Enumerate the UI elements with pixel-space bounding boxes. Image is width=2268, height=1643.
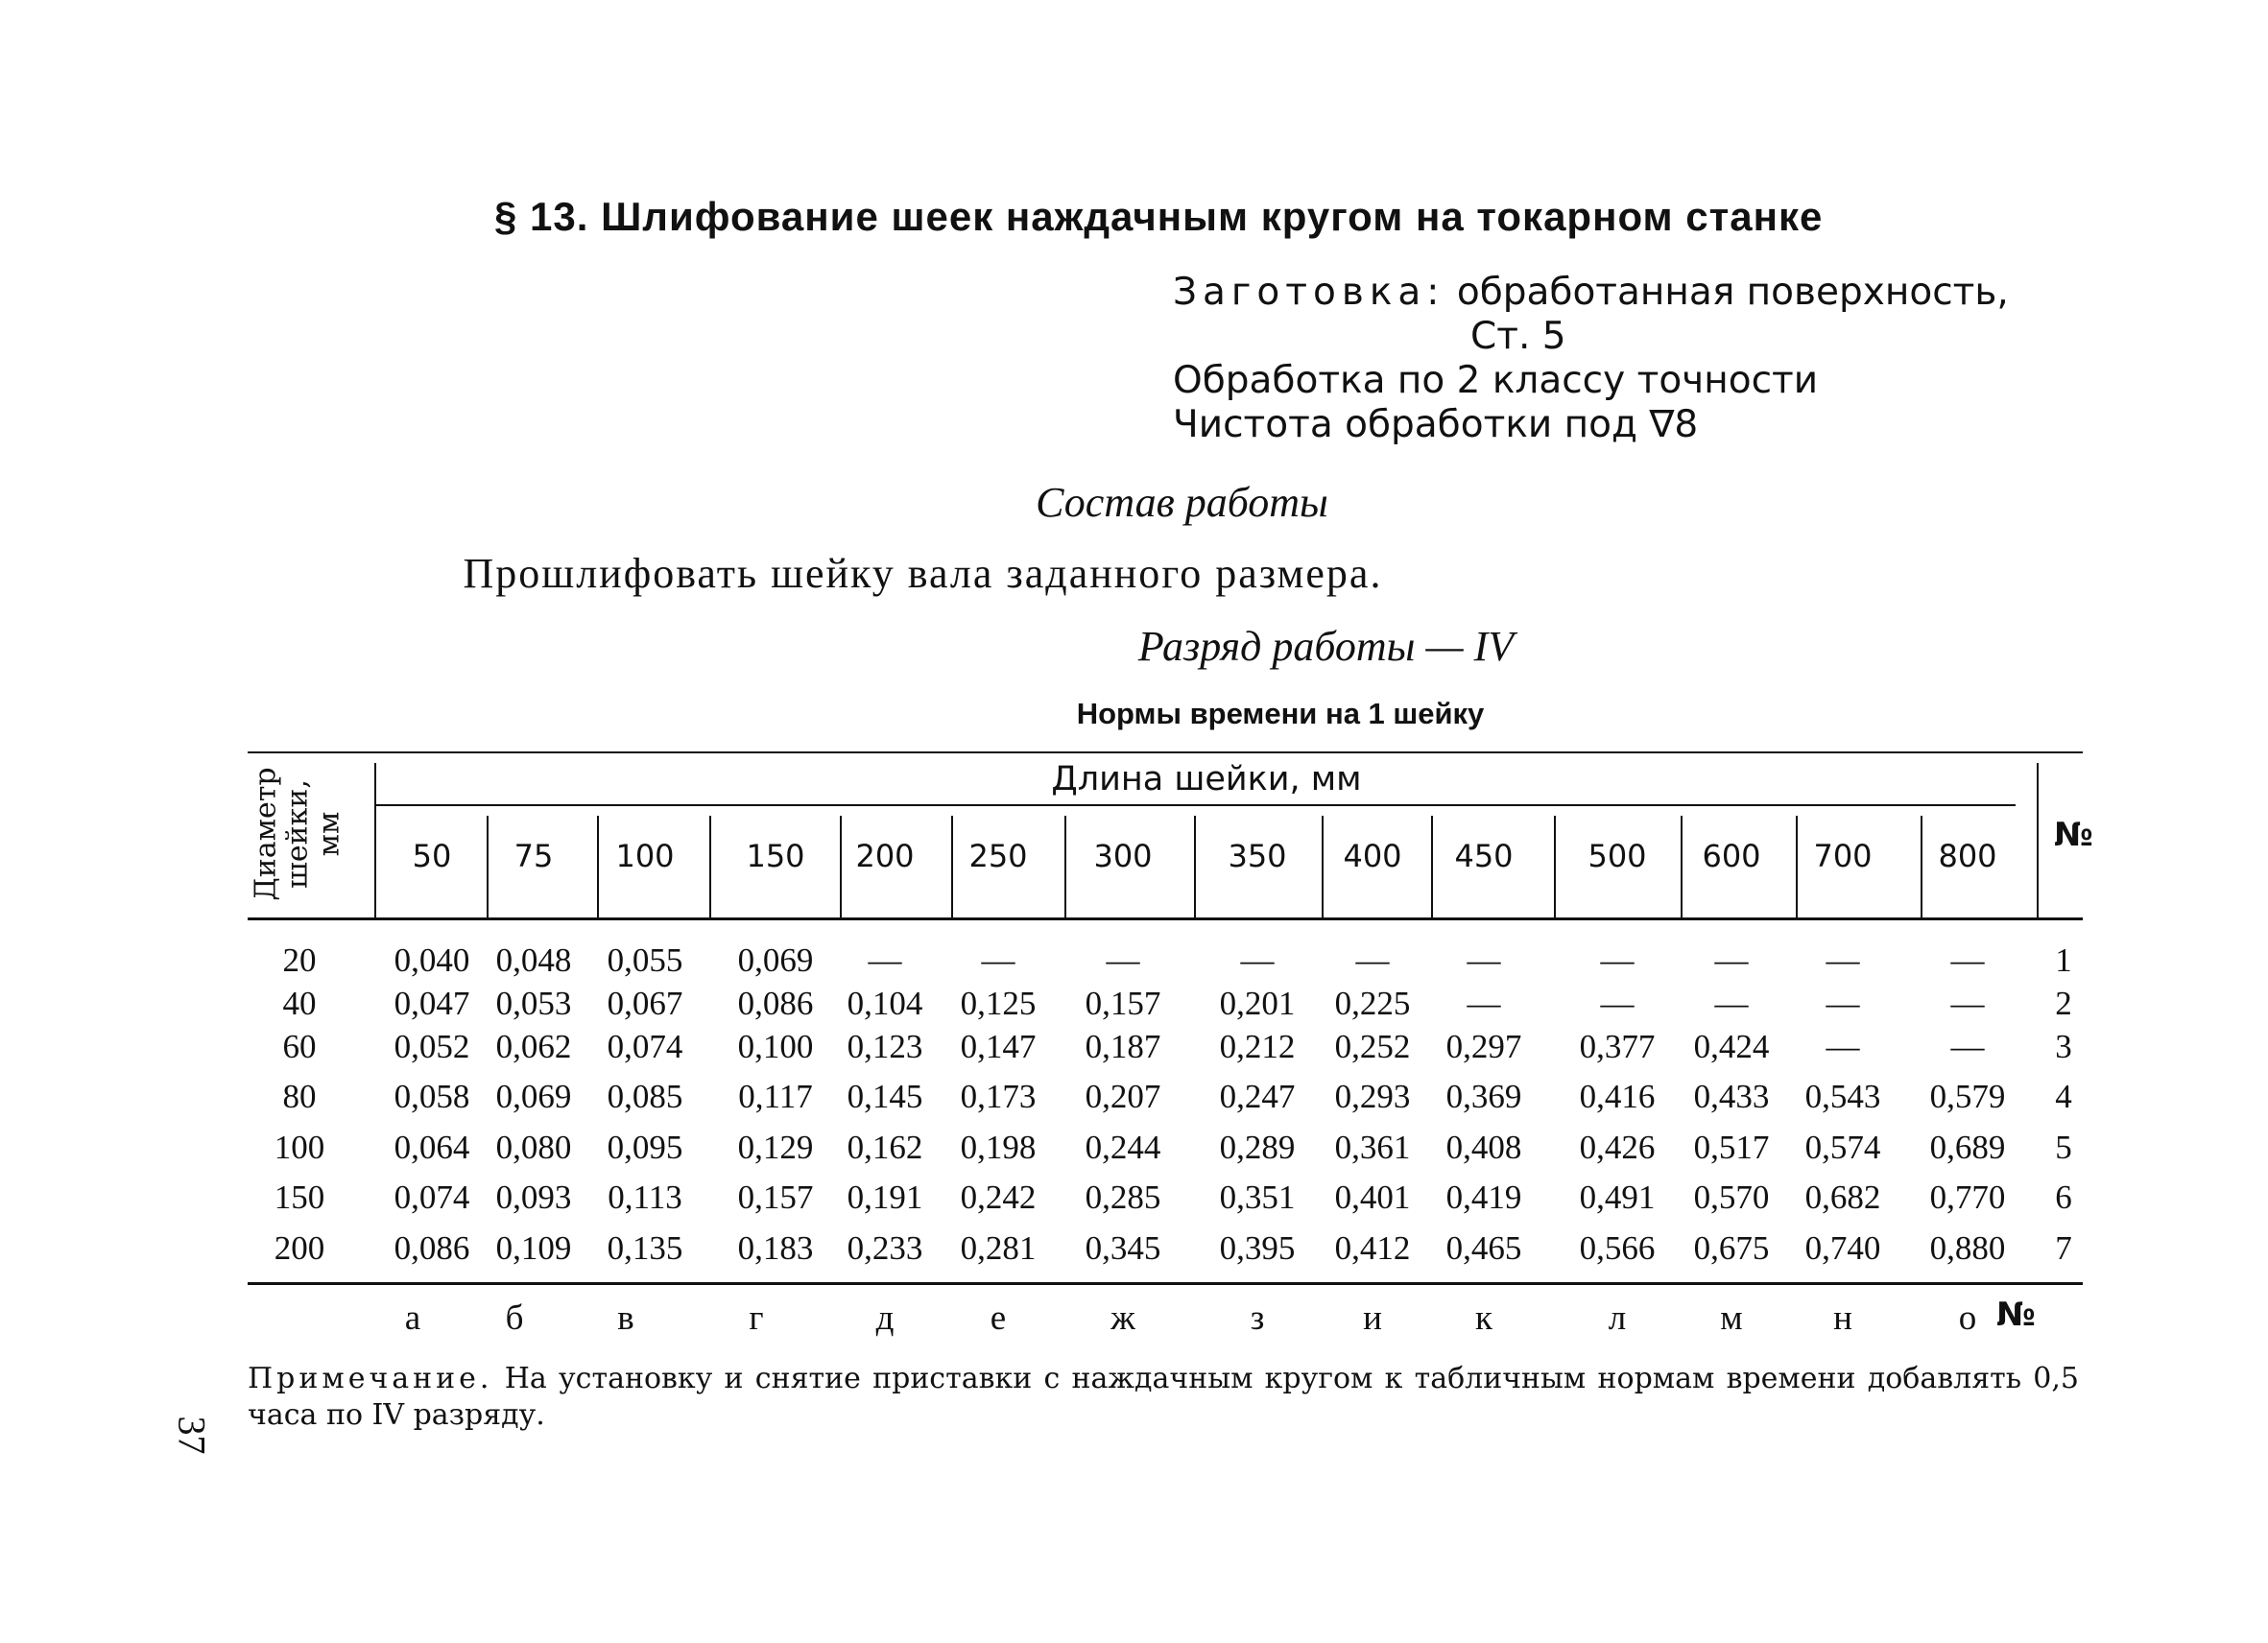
composition-text: Прошлифовать шейку вала заданного размера.	[463, 550, 1383, 597]
time-norm-cell: 0,225	[1334, 985, 1411, 1022]
time-norm-cell: 0,147	[960, 1028, 1037, 1065]
time-norm-cell: 0,345	[1085, 1229, 1161, 1267]
time-norm-cell: 0,058	[394, 1078, 470, 1115]
surface-finish: Чистота обработки под ∇8	[1173, 403, 1699, 446]
time-norm-cell: —	[1240, 941, 1275, 979]
time-norm-cell: 0,198	[960, 1129, 1037, 1166]
time-norm-cell: 0,157	[1085, 985, 1161, 1022]
number-column-rule	[2037, 763, 2039, 918]
time-norm-cell: 0,566	[1579, 1229, 1656, 1267]
length-column-header: 600	[1702, 838, 1761, 874]
time-norm-cell: 0,412	[1334, 1229, 1411, 1267]
time-norm-cell: —	[1826, 1028, 1860, 1065]
length-column-header: 200	[855, 838, 915, 874]
time-norm-cell: 0,570	[1693, 1179, 1770, 1216]
column-letter: и	[1363, 1298, 1382, 1338]
row-diameter: 150	[274, 1179, 325, 1216]
column-letter: о	[1958, 1298, 1977, 1338]
time-norm-cell: 0,173	[960, 1078, 1037, 1115]
time-norm-cell: 0,369	[1445, 1078, 1522, 1115]
column-letter: н	[1833, 1298, 1852, 1338]
time-norm-cell: 0,416	[1579, 1078, 1656, 1115]
column-divider	[1194, 816, 1196, 917]
time-norm-cell: 0,465	[1445, 1229, 1522, 1267]
row-number: 5	[2055, 1129, 2072, 1166]
length-column-header: 800	[1938, 838, 1997, 874]
time-norm-cell: 0,055	[607, 941, 683, 979]
length-column-header: 500	[1588, 838, 1647, 874]
length-column-header: 75	[513, 838, 554, 874]
column-letter: б	[505, 1298, 524, 1338]
time-norm-cell: 0,880	[1929, 1229, 2006, 1267]
time-norm-cell: 0,543	[1804, 1078, 1881, 1115]
time-norm-cell: 0,293	[1334, 1078, 1411, 1115]
row-number: 6	[2055, 1179, 2072, 1216]
column-letter: з	[1250, 1298, 1265, 1338]
page-number: 37	[170, 1416, 214, 1455]
time-norm-cell: 0,289	[1219, 1129, 1296, 1166]
time-norm-cell: 0,675	[1693, 1229, 1770, 1267]
time-norm-cell: 0,281	[960, 1229, 1037, 1267]
number-column-header: №	[2054, 816, 2093, 854]
row-diameter: 200	[274, 1229, 325, 1267]
row-diameter: 80	[282, 1078, 317, 1115]
time-norm-cell: 0,377	[1579, 1028, 1656, 1065]
time-norm-cell: 0,048	[495, 941, 572, 979]
column-letter: а	[404, 1298, 421, 1338]
time-norm-cell: 0,201	[1219, 985, 1296, 1022]
time-norm-cell: 0,067	[607, 985, 683, 1022]
time-norm-cell: 0,285	[1085, 1179, 1161, 1216]
length-column-header: 400	[1343, 838, 1402, 874]
material-grade: Ст. 5	[1470, 315, 1566, 358]
length-header-rule	[376, 804, 2016, 806]
work-grade: Разряд работы — IV	[1137, 623, 1515, 670]
time-norm-cell: 0,053	[495, 985, 572, 1022]
time-norm-cell: 0,191	[847, 1179, 923, 1216]
table-bottom-rule	[248, 1282, 2083, 1285]
column-divider	[709, 816, 711, 917]
time-norm-cell: 0,104	[847, 985, 923, 1022]
time-norm-cell: 0,064	[394, 1129, 470, 1166]
time-norm-cell: —	[1950, 941, 1985, 979]
time-norm-cell: —	[868, 941, 902, 979]
row-number: 7	[2055, 1229, 2072, 1267]
column-divider	[951, 816, 953, 917]
column-divider	[1431, 816, 1433, 917]
column-divider	[1796, 816, 1798, 917]
row-number: 1	[2055, 941, 2072, 979]
time-norm-cell: 0,351	[1219, 1179, 1296, 1216]
time-norm-cell: 0,244	[1085, 1129, 1161, 1166]
time-norm-cell: —	[981, 941, 1015, 979]
time-norm-cell: 0,052	[394, 1028, 470, 1065]
time-norm-cell: 0,086	[394, 1229, 470, 1267]
column-divider	[487, 816, 489, 917]
note-text: На установку и снятие приставки с наждачным кругом к табличным нормам времени добавлять 0,5 часа по IV разряду.	[248, 1362, 2080, 1432]
time-norm-cell: 0,086	[737, 985, 814, 1022]
note-label: Примечание.	[248, 1362, 493, 1395]
time-norm-cell: —	[1714, 985, 1749, 1022]
row-number: 3	[2055, 1028, 2072, 1065]
time-norm-cell: 0,157	[737, 1179, 814, 1216]
diameter-header-line: шейки,	[280, 779, 315, 889]
time-norm-cell: 0,682	[1804, 1179, 1881, 1216]
table-caption: Нормы времени на 1 шейку	[1076, 697, 1485, 730]
time-norm-cell: 0,574	[1804, 1129, 1881, 1166]
time-norm-cell: 0,187	[1085, 1028, 1161, 1065]
time-norm-cell: 0,123	[847, 1028, 923, 1065]
time-norm-cell: 0,074	[607, 1028, 683, 1065]
diameter-header	[221, 762, 374, 906]
time-norm-cell: 0,113	[608, 1179, 682, 1216]
blank-value: обработанная поверхность,	[1456, 271, 2009, 314]
row-diameter: 100	[274, 1129, 325, 1166]
time-norm-cell: 0,517	[1693, 1129, 1770, 1166]
time-norm-cell: 0,424	[1693, 1028, 1770, 1065]
time-norm-cell: —	[1106, 941, 1140, 979]
composition-heading: Состав работы	[1036, 479, 1328, 526]
length-column-header: 150	[746, 838, 805, 874]
time-norm-cell: 0,433	[1693, 1078, 1770, 1115]
column-letter: в	[617, 1298, 634, 1338]
diameter-header-line: мм	[312, 811, 346, 857]
row-diameter: 20	[282, 941, 317, 979]
time-norm-cell: 0,040	[394, 941, 470, 979]
time-norm-cell: —	[1355, 941, 1390, 979]
accuracy-class: Обработка по 2 классу точности	[1173, 359, 1819, 402]
length-column-header: 50	[412, 838, 452, 874]
length-column-header: 450	[1454, 838, 1514, 874]
time-norm-cell: 0,361	[1334, 1129, 1411, 1166]
time-norm-cell: 0,401	[1334, 1179, 1411, 1216]
time-norm-cell: 0,419	[1445, 1179, 1522, 1216]
time-norm-cell: 0,408	[1445, 1129, 1522, 1166]
column-divider	[1322, 816, 1324, 917]
time-norm-cell: 0,125	[960, 985, 1037, 1022]
time-norm-cell: 0,069	[495, 1078, 572, 1115]
time-norm-cell: 0,740	[1804, 1229, 1881, 1267]
time-norm-cell: 0,095	[607, 1129, 683, 1166]
time-norm-cell: 0,117	[738, 1078, 813, 1115]
column-letter: д	[875, 1298, 895, 1338]
column-divider	[1554, 816, 1556, 917]
column-letter: г	[749, 1298, 764, 1338]
column-divider	[597, 816, 599, 917]
column-letter: л	[1608, 1298, 1627, 1338]
column-divider	[1921, 816, 1922, 917]
table-note	[248, 1361, 2079, 1434]
time-norm-cell: 0,579	[1929, 1078, 2006, 1115]
time-norm-cell: 0,297	[1445, 1028, 1522, 1065]
length-column-header: 300	[1093, 838, 1153, 874]
diameter-header-line: Диаметр	[249, 767, 283, 901]
blank-label: Заготовка:	[1173, 271, 1445, 314]
row-number: 4	[2055, 1078, 2072, 1115]
time-norm-cell: 0,129	[737, 1129, 814, 1166]
time-norm-cell: 0,426	[1579, 1129, 1656, 1166]
time-norm-cell: 0,242	[960, 1179, 1037, 1216]
time-norm-cell: 0,233	[847, 1229, 923, 1267]
time-norm-cell: 0,062	[495, 1028, 572, 1065]
row-diameter: 40	[282, 985, 317, 1022]
row-number: 2	[2055, 985, 2072, 1022]
time-norm-cell: 0,252	[1334, 1028, 1411, 1065]
time-norm-cell: 0,080	[495, 1129, 572, 1166]
time-norm-cell: 0,069	[737, 941, 814, 979]
length-header: Длина шейки, мм	[1051, 760, 1362, 798]
blank-spec	[1173, 271, 2009, 447]
time-norm-cell: —	[1826, 941, 1860, 979]
time-norm-cell: 0,135	[607, 1229, 683, 1267]
row-diameter: 60	[282, 1028, 317, 1065]
time-norm-cell: 0,247	[1219, 1078, 1296, 1115]
time-norm-cell: —	[1467, 985, 1501, 1022]
time-norm-cell: 0,207	[1085, 1078, 1161, 1115]
time-norm-cell: —	[1950, 1028, 1985, 1065]
letter-row-number-mark: №	[1996, 1296, 2036, 1334]
column-letter: ж	[1110, 1298, 1135, 1338]
length-column-header: 100	[615, 838, 675, 874]
column-letter: м	[1720, 1298, 1743, 1338]
time-norm-cell: 0,085	[607, 1078, 683, 1115]
time-norm-cell: —	[1950, 985, 1985, 1022]
time-norm-cell: —	[1600, 985, 1635, 1022]
time-norm-cell: 0,395	[1219, 1229, 1296, 1267]
header-bottom-rule	[248, 917, 2083, 920]
column-letter: е	[990, 1298, 1007, 1338]
length-column-header: 250	[968, 838, 1028, 874]
time-norm-cell: 0,689	[1929, 1129, 2006, 1166]
column-divider	[1681, 816, 1683, 917]
time-norm-cell: 0,074	[394, 1179, 470, 1216]
section-title: § 13. Шлифование шеек наждачным кругом на токарном станке	[494, 194, 1824, 239]
column-letter: к	[1475, 1298, 1492, 1338]
time-norm-cell: 0,183	[737, 1229, 814, 1267]
time-norm-cell: —	[1600, 941, 1635, 979]
time-norm-cell: —	[1826, 985, 1860, 1022]
time-norm-cell: 0,491	[1579, 1179, 1656, 1216]
length-column-header: 700	[1813, 838, 1873, 874]
time-norm-cell: —	[1714, 941, 1749, 979]
time-norm-cell: —	[1467, 941, 1501, 979]
time-norm-cell: 0,145	[847, 1078, 923, 1115]
time-norm-cell: 0,109	[495, 1229, 572, 1267]
time-norm-cell: 0,770	[1929, 1179, 2006, 1216]
time-norm-cell: 0,100	[737, 1028, 814, 1065]
time-norm-cell: 0,162	[847, 1129, 923, 1166]
time-norm-cell: 0,047	[394, 985, 470, 1022]
length-column-header: 350	[1228, 838, 1287, 874]
time-norm-cell: 0,212	[1219, 1028, 1296, 1065]
table-top-rule	[248, 751, 2083, 753]
time-norm-cell: 0,093	[495, 1179, 572, 1216]
column-divider	[840, 816, 842, 917]
column-divider	[1064, 816, 1066, 917]
